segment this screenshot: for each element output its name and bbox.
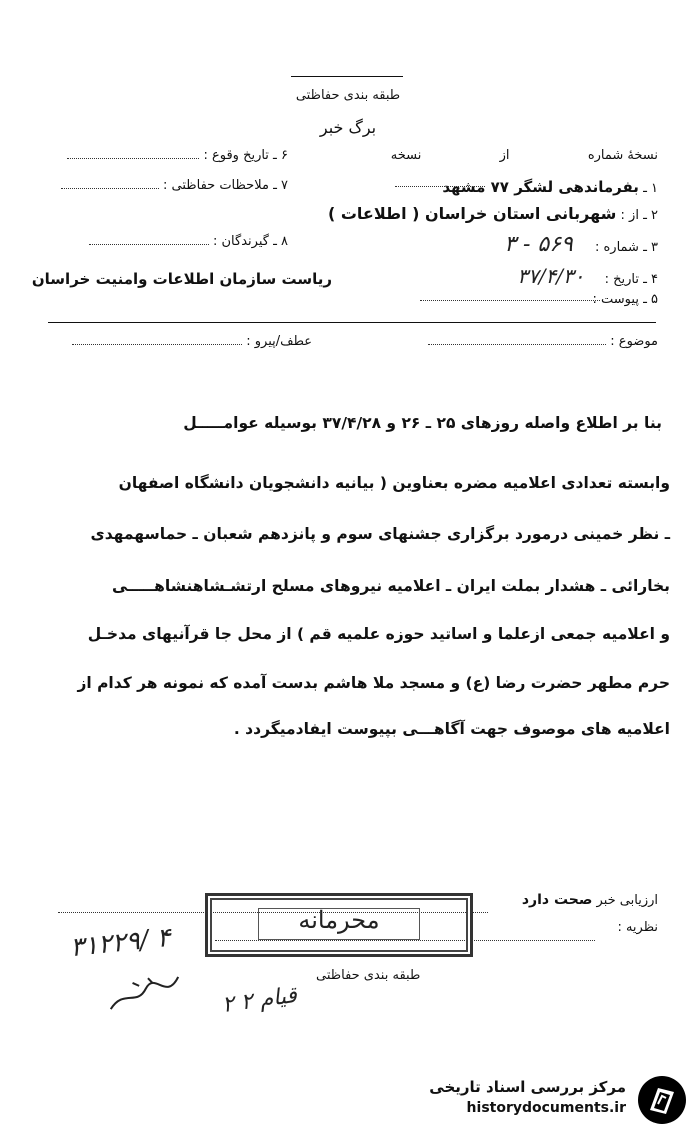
classification-header: طبقه بندی حفاظتی [295, 88, 401, 103]
opinion-field: نظریه : [617, 920, 658, 935]
handwritten-number: ۵۶۹ - ۳ [504, 232, 573, 257]
section-divider [48, 322, 656, 323]
handwritten-note: ۲ قیام ۲ [220, 982, 299, 1019]
reference-field: عطف/پیرو : [72, 334, 312, 349]
handwritten-date: ۳۷/۴/۳۰ [517, 264, 585, 288]
body-line: حرم مطهر حضرت رضا (ع) و مسجد ملا هاشم بدست آمده که نمونه هر کدام از [77, 674, 670, 692]
attachment-field: ۵ ـ پیوست : [592, 292, 658, 307]
copy-number-field: نسخهٔ شماره از نسخه [390, 148, 658, 163]
classification-footer: طبقه بندی حفاظتی [316, 968, 421, 983]
evaluation-field: ارزیابی خبر صحت دارد [521, 892, 658, 908]
security-notes-field: ۷ ـ ملاحظات حفاظتی : [61, 178, 288, 193]
handwritten-signature [102, 968, 188, 1023]
subject-field: موضوع : [428, 334, 658, 349]
archive-logo-icon [636, 1074, 688, 1126]
number-field: ۳ ـ شماره : ۵۶۹ - ۳ [504, 232, 658, 257]
stamp-text: محرمانه [298, 906, 380, 934]
document-type-title: برگ خبر [319, 118, 377, 137]
body-line: اعلامیه های موصوف جهت آگاهـــی بپیوست ایفادمیگردد . [233, 720, 670, 738]
body-line: بخارائی ـ هشدار بملت ایران ـ اعلامیه نیروهای مسلح ارتشـشاهنشاهـــــی [111, 577, 670, 595]
body-line: بنا بر اطلاع واصله روزهای ۲۵ ـ ۲۶ و ۳۷/۴/۲۸ بوسیله عوامـــــل [183, 414, 662, 432]
incident-date-field: ۶ ـ تاریخ وقوع : [67, 148, 288, 163]
header-rule [291, 76, 403, 77]
body-line: وابسته تعدادی اعلامیه مضره بعناوین ( بیانیه دانشجویان دانشگاه اصفهان [118, 474, 670, 492]
recipients-field: ۸ ـ گیرندگان : [89, 234, 288, 249]
watermark-name: مرکز بررسی اسناد تاریخی [429, 1078, 626, 1096]
recipient-value: ریاست سازمان اطلاعات وامنیت خراسان [31, 270, 332, 288]
from-field: ۲ ـ از : شهربانی استان خراسان ( اطلاعات ) [327, 204, 658, 223]
body-line: و اعلامیه جمعی ازعلما و اساتید حوزه علمیه قم ) از محل جا قرآنیهای مدخـل [87, 625, 670, 643]
commander-field: ۱ ـ بفرماندهی لشگر ۷۷ مشهد [442, 178, 658, 196]
watermark-url: historydocuments.ir [466, 1100, 626, 1116]
date-field: ۴ ـ تاریخ : ۳۷/۴/۳۰ [517, 264, 658, 288]
dotted-line [420, 300, 600, 301]
body-line: ـ نظر خمینی درمورد برگزاری جشنهای سوم و پانزدهم شعبان ـ حماسهمهدی [90, 525, 670, 543]
handwritten-ref-number: ۳۱۲۲۹/ ۴ [68, 922, 173, 964]
dotted-line [395, 186, 485, 187]
confidential-stamp [205, 893, 473, 957]
